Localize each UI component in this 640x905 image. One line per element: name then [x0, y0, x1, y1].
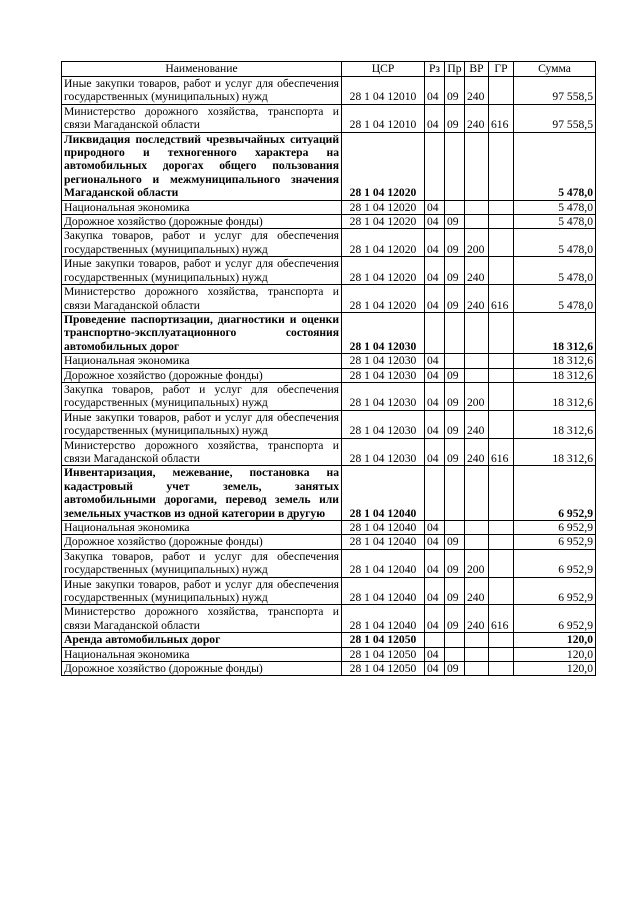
row-sum: 6 952,9 — [514, 521, 596, 535]
table-row — [62, 521, 596, 535]
row-csr: 28 1 04 12040 — [342, 535, 425, 549]
table-row — [62, 577, 596, 605]
row-name: Закупка товаров, работ и услуг для обеспечения государственных (муниципальных) нужд — [62, 549, 342, 577]
row-name: Дорожное хозяйство (дорожные фонды) — [62, 215, 342, 229]
row-gr — [489, 77, 514, 105]
row-rz: 04 — [425, 605, 445, 633]
row-rz: 04 — [425, 104, 445, 132]
row-sum: 6 952,9 — [514, 466, 596, 521]
row-name: Иные закупки товаров, работ и услуг для обеспечения государственных (муниципальных) нужд — [62, 77, 342, 105]
row-name: Министерство дорожного хозяйства, транспорта и связи Магаданской области — [62, 285, 342, 313]
row-csr: 28 1 04 12030 — [342, 368, 425, 382]
row-vr: 200 — [465, 549, 489, 577]
header-rz: Рз — [425, 62, 445, 77]
row-name: Иные закупки товаров, работ и услуг для обеспечения государственных (муниципальных) нужд — [62, 257, 342, 285]
row-vr: 200 — [465, 229, 489, 257]
row-gr — [489, 577, 514, 605]
row-sum: 120,0 — [514, 647, 596, 661]
row-pr — [445, 466, 465, 521]
row-csr: 28 1 04 12030 — [342, 410, 425, 438]
table-row — [62, 633, 596, 647]
row-gr — [489, 410, 514, 438]
table-row — [62, 132, 596, 200]
row-rz: 04 — [425, 382, 445, 410]
row-vr — [465, 466, 489, 521]
row-sum: 18 312,6 — [514, 438, 596, 466]
row-pr: 09 — [445, 368, 465, 382]
row-csr: 28 1 04 12010 — [342, 104, 425, 132]
row-sum: 5 478,0 — [514, 229, 596, 257]
row-rz: 04 — [425, 410, 445, 438]
table-row — [62, 257, 596, 285]
table-row — [62, 285, 596, 313]
row-gr — [489, 549, 514, 577]
row-csr: 28 1 04 12020 — [342, 215, 425, 229]
row-gr: 616 — [489, 285, 514, 313]
row-csr: 28 1 04 12030 — [342, 312, 425, 353]
row-rz — [425, 132, 445, 200]
row-rz — [425, 312, 445, 353]
row-vr — [465, 647, 489, 661]
row-name: Национальная экономика — [62, 521, 342, 535]
row-vr — [465, 312, 489, 353]
row-pr: 09 — [445, 549, 465, 577]
row-gr — [489, 200, 514, 214]
row-gr — [489, 466, 514, 521]
row-name: Иные закупки товаров, работ и услуг для обеспечения государственных (муниципальных) нужд — [62, 410, 342, 438]
table-row — [62, 410, 596, 438]
row-rz: 04 — [425, 662, 445, 676]
row-vr: 240 — [465, 605, 489, 633]
row-vr — [465, 633, 489, 647]
row-pr — [445, 312, 465, 353]
row-vr — [465, 521, 489, 535]
row-sum: 5 478,0 — [514, 132, 596, 200]
row-sum: 18 312,6 — [514, 312, 596, 353]
row-csr: 28 1 04 12040 — [342, 549, 425, 577]
row-csr: 28 1 04 12050 — [342, 662, 425, 676]
row-pr: 09 — [445, 215, 465, 229]
row-rz — [425, 466, 445, 521]
row-csr: 28 1 04 12020 — [342, 200, 425, 214]
table-row — [62, 104, 596, 132]
row-pr — [445, 200, 465, 214]
row-csr: 28 1 04 12020 — [342, 285, 425, 313]
row-vr: 240 — [465, 77, 489, 105]
row-pr: 09 — [445, 229, 465, 257]
row-rz — [425, 633, 445, 647]
row-csr: 28 1 04 12050 — [342, 647, 425, 661]
row-vr: 240 — [465, 577, 489, 605]
table-row — [62, 368, 596, 382]
row-gr — [489, 312, 514, 353]
row-rz: 04 — [425, 229, 445, 257]
row-name: Национальная экономика — [62, 647, 342, 661]
row-vr: 240 — [465, 285, 489, 313]
table-row — [62, 535, 596, 549]
row-name: Дорожное хозяйство (дорожные фонды) — [62, 662, 342, 676]
row-gr — [489, 215, 514, 229]
row-pr: 09 — [445, 77, 465, 105]
row-sum: 5 478,0 — [514, 200, 596, 214]
row-gr — [489, 662, 514, 676]
row-gr: 616 — [489, 438, 514, 466]
row-pr: 09 — [445, 104, 465, 132]
header-name: Наименование — [62, 62, 342, 77]
row-sum: 97 558,5 — [514, 104, 596, 132]
table-row — [62, 382, 596, 410]
table-row — [62, 647, 596, 661]
row-sum: 18 312,6 — [514, 354, 596, 368]
row-rz: 04 — [425, 368, 445, 382]
header-gr: ГР — [489, 62, 514, 77]
row-sum: 120,0 — [514, 662, 596, 676]
row-vr — [465, 535, 489, 549]
row-name: Ликвидация последствий чрезвычайных ситуаций природного и техногенного характера на автомобильных дорогах общего пользования регионального и межмуниципального значения Магаданской области — [62, 132, 342, 200]
row-rz: 04 — [425, 438, 445, 466]
row-vr — [465, 200, 489, 214]
row-gr: 616 — [489, 104, 514, 132]
row-name: Проведение паспортизации, диагностики и оценки транспортно-эксплуатационного состояния автомобильных дорог — [62, 312, 342, 353]
row-sum: 18 312,6 — [514, 368, 596, 382]
row-pr: 09 — [445, 410, 465, 438]
row-rz: 04 — [425, 647, 445, 661]
row-csr: 28 1 04 12030 — [342, 382, 425, 410]
row-pr — [445, 132, 465, 200]
row-csr: 28 1 04 12040 — [342, 521, 425, 535]
row-vr: 240 — [465, 257, 489, 285]
header-row — [62, 62, 596, 77]
table-row — [62, 229, 596, 257]
row-sum: 18 312,6 — [514, 382, 596, 410]
row-csr: 28 1 04 12020 — [342, 257, 425, 285]
row-vr — [465, 215, 489, 229]
row-vr — [465, 662, 489, 676]
row-name: Закупка товаров, работ и услуг для обеспечения государственных (муниципальных) нужд — [62, 382, 342, 410]
row-gr — [489, 647, 514, 661]
row-sum: 6 952,9 — [514, 549, 596, 577]
header-pr: Пр — [445, 62, 465, 77]
row-vr — [465, 132, 489, 200]
row-rz: 04 — [425, 285, 445, 313]
row-name: Национальная экономика — [62, 354, 342, 368]
row-sum: 5 478,0 — [514, 257, 596, 285]
row-sum: 5 478,0 — [514, 215, 596, 229]
table-row — [62, 200, 596, 214]
table-row — [62, 466, 596, 521]
row-rz: 04 — [425, 215, 445, 229]
row-pr — [445, 647, 465, 661]
row-rz: 04 — [425, 77, 445, 105]
row-pr — [445, 521, 465, 535]
row-pr: 09 — [445, 382, 465, 410]
row-pr: 09 — [445, 535, 465, 549]
row-gr — [489, 382, 514, 410]
table-row — [62, 549, 596, 577]
row-gr — [489, 368, 514, 382]
row-vr: 240 — [465, 438, 489, 466]
table-row — [62, 312, 596, 353]
row-sum: 6 952,9 — [514, 577, 596, 605]
row-gr — [489, 132, 514, 200]
row-sum: 6 952,9 — [514, 605, 596, 633]
row-csr: 28 1 04 12020 — [342, 132, 425, 200]
row-name: Министерство дорожного хозяйства, транспорта и связи Магаданской области — [62, 438, 342, 466]
row-vr: 240 — [465, 410, 489, 438]
row-pr: 09 — [445, 605, 465, 633]
row-csr: 28 1 04 12030 — [342, 438, 425, 466]
row-name: Дорожное хозяйство (дорожные фонды) — [62, 368, 342, 382]
row-rz: 04 — [425, 521, 445, 535]
budget-page — [61, 61, 596, 676]
row-sum: 6 952,9 — [514, 535, 596, 549]
row-vr — [465, 368, 489, 382]
table-row — [62, 77, 596, 105]
row-gr — [489, 535, 514, 549]
row-pr — [445, 354, 465, 368]
row-name: Министерство дорожного хозяйства, транспорта и связи Магаданской области — [62, 104, 342, 132]
row-gr — [489, 229, 514, 257]
row-rz: 04 — [425, 257, 445, 285]
header-sum: Сумма — [514, 62, 596, 77]
row-name: Национальная экономика — [62, 200, 342, 214]
row-rz: 04 — [425, 200, 445, 214]
row-pr: 09 — [445, 662, 465, 676]
row-vr — [465, 354, 489, 368]
budget-table — [61, 61, 596, 676]
row-gr: 616 — [489, 605, 514, 633]
row-csr: 28 1 04 12040 — [342, 605, 425, 633]
table-row — [62, 605, 596, 633]
row-sum: 120,0 — [514, 633, 596, 647]
row-gr — [489, 521, 514, 535]
row-pr: 09 — [445, 438, 465, 466]
row-name: Иные закупки товаров, работ и услуг для обеспечения государственных (муниципальных) нужд — [62, 577, 342, 605]
row-name: Дорожное хозяйство (дорожные фонды) — [62, 535, 342, 549]
row-sum: 97 558,5 — [514, 77, 596, 105]
row-name: Закупка товаров, работ и услуг для обеспечения государственных (муниципальных) нужд — [62, 229, 342, 257]
table-row — [62, 662, 596, 676]
table-row — [62, 438, 596, 466]
row-csr: 28 1 04 12010 — [342, 77, 425, 105]
row-pr: 09 — [445, 257, 465, 285]
table-body — [62, 77, 596, 676]
table-row — [62, 354, 596, 368]
row-pr — [445, 633, 465, 647]
row-rz: 04 — [425, 549, 445, 577]
row-vr: 240 — [465, 104, 489, 132]
row-name: Министерство дорожного хозяйства, транспорта и связи Магаданской области — [62, 605, 342, 633]
row-name: Инвентаризация, межевание, постановка на кадастровый учет земель, занятых автомобильными дорогами, перевод земель или земельных участков из одной категории в другую — [62, 466, 342, 521]
row-csr: 28 1 04 12040 — [342, 577, 425, 605]
row-csr: 28 1 04 12020 — [342, 229, 425, 257]
row-gr — [489, 633, 514, 647]
header-vr: ВР — [465, 62, 489, 77]
row-name: Аренда автомобильных дорог — [62, 633, 342, 647]
row-gr — [489, 354, 514, 368]
row-csr: 28 1 04 12030 — [342, 354, 425, 368]
row-vr: 200 — [465, 382, 489, 410]
row-gr — [489, 257, 514, 285]
row-sum: 18 312,6 — [514, 410, 596, 438]
row-rz: 04 — [425, 577, 445, 605]
row-sum: 5 478,0 — [514, 285, 596, 313]
row-csr: 28 1 04 12050 — [342, 633, 425, 647]
table-row — [62, 215, 596, 229]
row-csr: 28 1 04 12040 — [342, 466, 425, 521]
row-rz: 04 — [425, 354, 445, 368]
row-pr: 09 — [445, 285, 465, 313]
header-csr: ЦСР — [342, 62, 425, 77]
row-pr: 09 — [445, 577, 465, 605]
row-rz: 04 — [425, 535, 445, 549]
